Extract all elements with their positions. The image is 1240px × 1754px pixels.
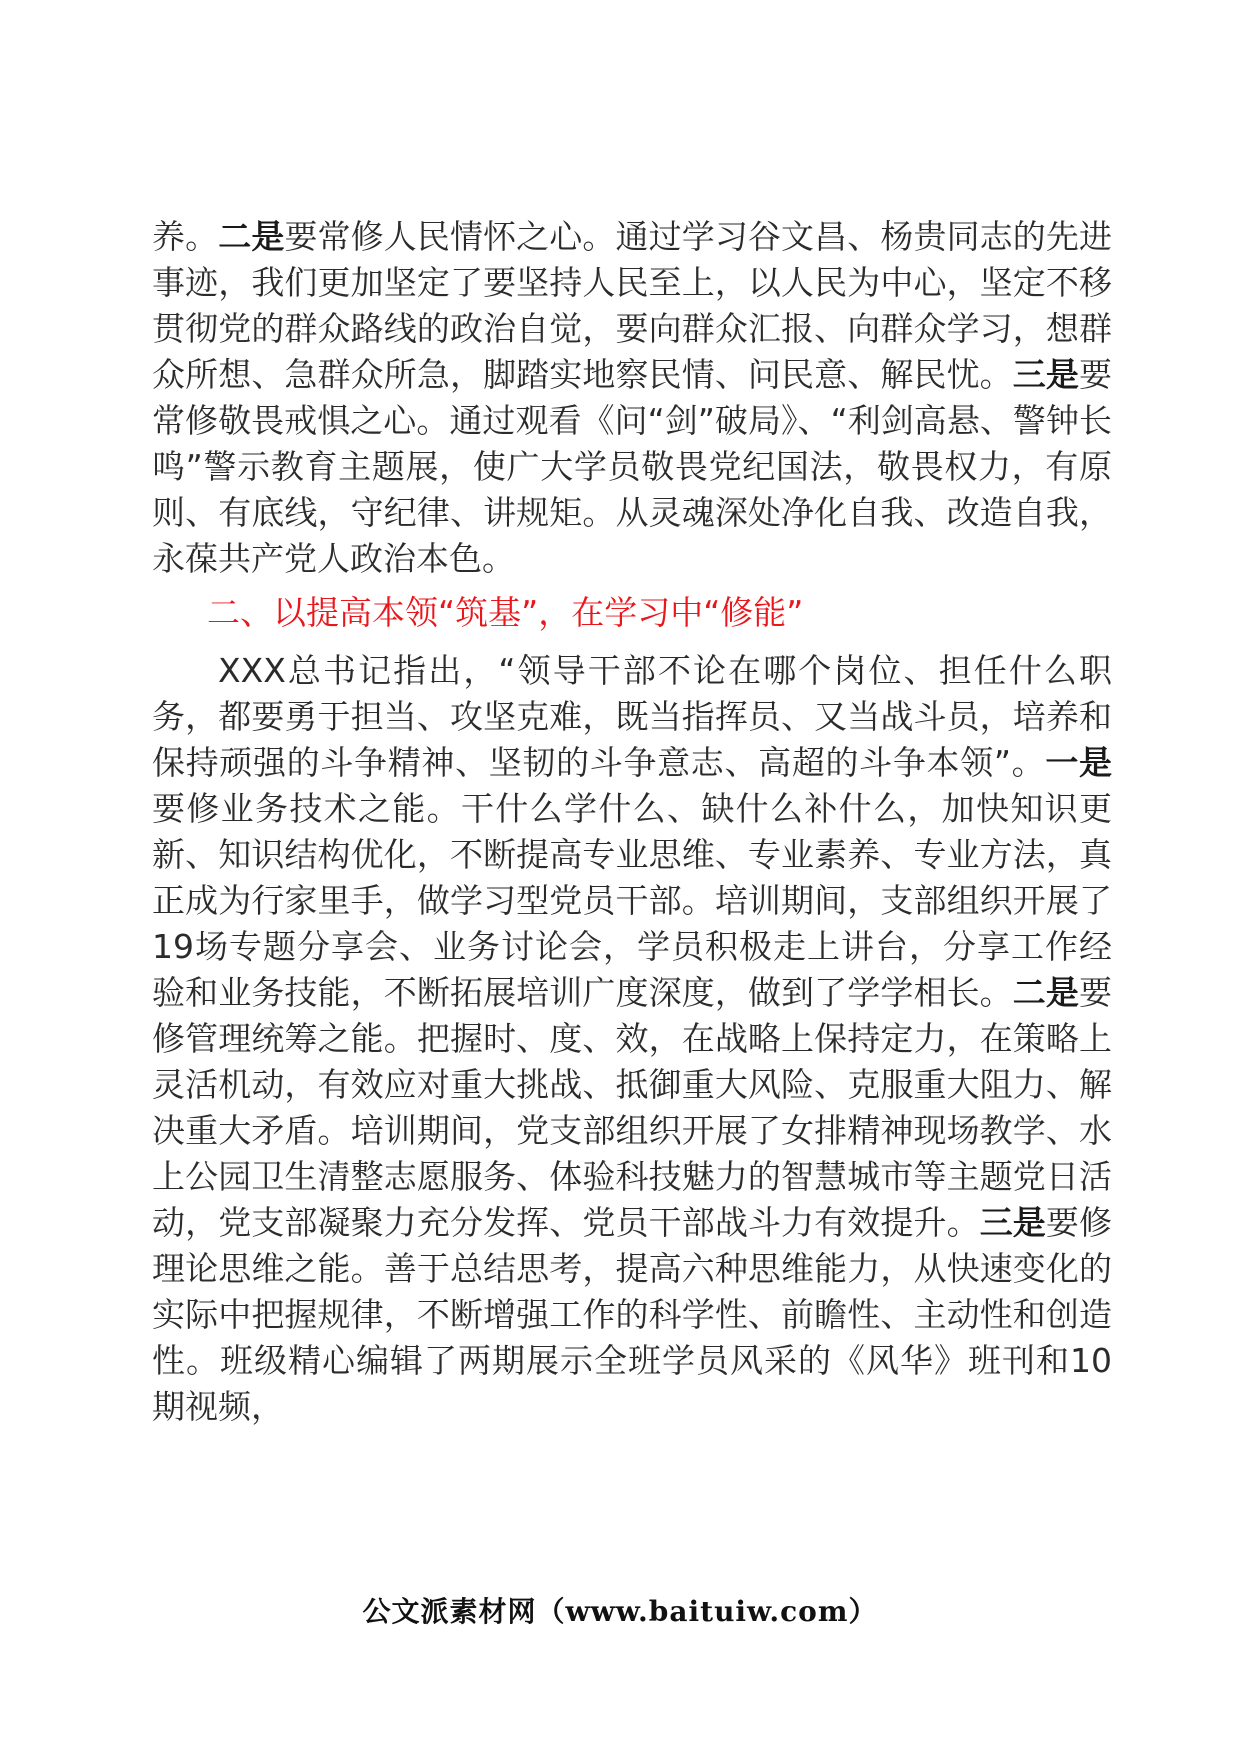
footer-watermark: 公文派素材网（www.baituiw.com）: [362, 1595, 878, 1628]
text-run: 要修理论思维之能。善于总结思考，提高六种思维能力，从快速变化的实际中把握规律，不断增强工作的科学性、前瞻性、主动性和创造性。班级精心编辑了两期展示全班学员风采的《风华》班刊和10期视频，: [152, 1203, 1113, 1426]
document-body: [152, 214, 1112, 1430]
keyword-bold: 二是: [218, 217, 285, 256]
keyword-bold: 三是: [979, 1203, 1046, 1242]
keyword-bold: 二是: [1012, 973, 1080, 1012]
section-heading: 二、以提高本领“筑基”，在学习中“修能”: [207, 593, 804, 632]
text-run: XXX总书记指出，“领导干部不论在哪个岗位、担任什么职务，都要勇于担当、攻坚克难，既当指挥员、又当战斗员，培养和保持顽强的斗争精神、坚韧的斗争意志、高超的斗争本领”。: [152, 651, 1112, 782]
text-run: 养。: [152, 217, 219, 256]
paragraph-2: [152, 648, 1112, 1430]
text-run: 要修管理统筹之能。把握时、度、效，在战略上保持定力，在策略上灵活机动，有效应对重大挑战、抵御重大风险、克服重大阻力、解决重大矛盾。培训期间，党支部组织开展了女排精神现场教学、水上公园卫生清整志愿服务、体验科技魅力的智慧城市等主题党日活动，党支部凝聚力充分发挥、党员干部战斗力有效提升。: [152, 973, 1113, 1242]
paragraph-1: [152, 214, 1112, 582]
text-run: 要修业务技术之能。干什么学什么、缺什么补什么，加快知识更新、知识结构优化，不断提高专业思维、专业素养、专业方法，真正成为行家里手，做学习型党员干部。培训期间，支部组织开展了19场专题分享会、业务讨论会，学员积极走上讲台，分享工作经验和业务技能，不断拓展培训广度深度，做到了学学相长。: [152, 789, 1112, 1012]
text-run: 要常修敬畏戒惧之心。通过观看《问“剑”破局》、“利剑高悬、警钟长鸣”警示教育主题展，使广大学员敬畏党纪国法，敬畏权力，有原则、有底线，守纪律、讲规矩。从灵魂深处净化自我、改造自我，永葆共产党人政治本色。: [152, 355, 1113, 578]
keyword-bold: 一是: [1045, 743, 1112, 782]
text-run: 要常修人民情怀之心。通过学习谷文昌、杨贵同志的先进事迹，我们更加坚定了要坚持人民至上，以人民为中心，坚定不移贯彻党的群众路线的政治自觉，要向群众汇报、向群众学习，想群众所想、急群众所急，脚踏实地察民情、问民意、解民忧。: [152, 217, 1113, 394]
keyword-bold: 三是: [1012, 355, 1080, 394]
